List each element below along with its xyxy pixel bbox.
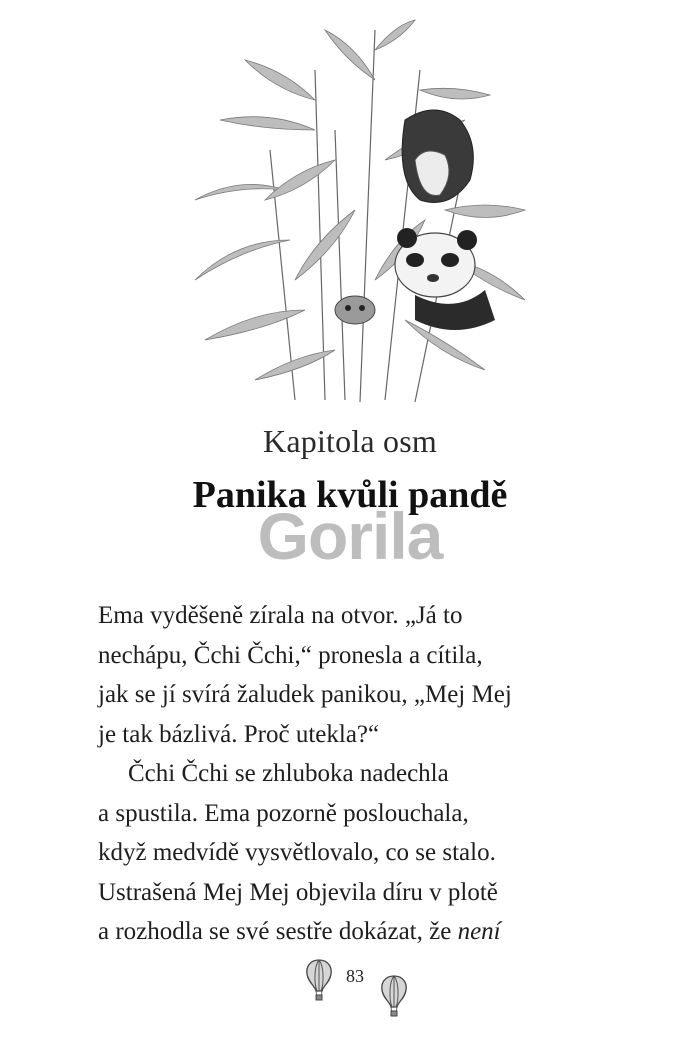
text-line: jak se jí svírá žaludek panikou, „Mej Mej	[98, 681, 512, 708]
chapter-title: Panika kvůli pandě	[192, 474, 508, 516]
text-line-start: a rozhodla se své sestře dokázat, že	[98, 918, 458, 945]
text-line: Ema vyděšeně zírala na otvor. „Já to	[98, 602, 463, 629]
text-line	[98, 912, 618, 952]
text-line: když medvídě vysvětlovalo, co se stalo.	[98, 839, 496, 866]
page-number: 83	[346, 966, 364, 986]
chapter-body	[98, 596, 618, 952]
chapter-illustration	[175, 10, 535, 410]
text-line: nechápu, Čchi Čchi,“ pronesla a cítila,	[98, 641, 483, 669]
chapter-number: Kapitola osm	[263, 423, 437, 459]
hot-air-balloon-icon	[380, 974, 408, 1018]
text-line: Čchi Čchi se zhluboka nadechla	[128, 760, 449, 787]
bamboo-panda-sketch	[175, 10, 535, 410]
emphasized-word: není	[457, 918, 501, 945]
text-line: je tak bázlivá. Proč utekla?“	[98, 720, 380, 748]
text-line: Ustrašená Mej Mej objevila díru v plotě	[98, 878, 498, 906]
text-line: a spustila. Ema pozorně poslouchala,	[98, 799, 469, 827]
hot-air-balloon-icon	[305, 958, 333, 1002]
gorila-watermark: Gorila	[257, 499, 443, 573]
